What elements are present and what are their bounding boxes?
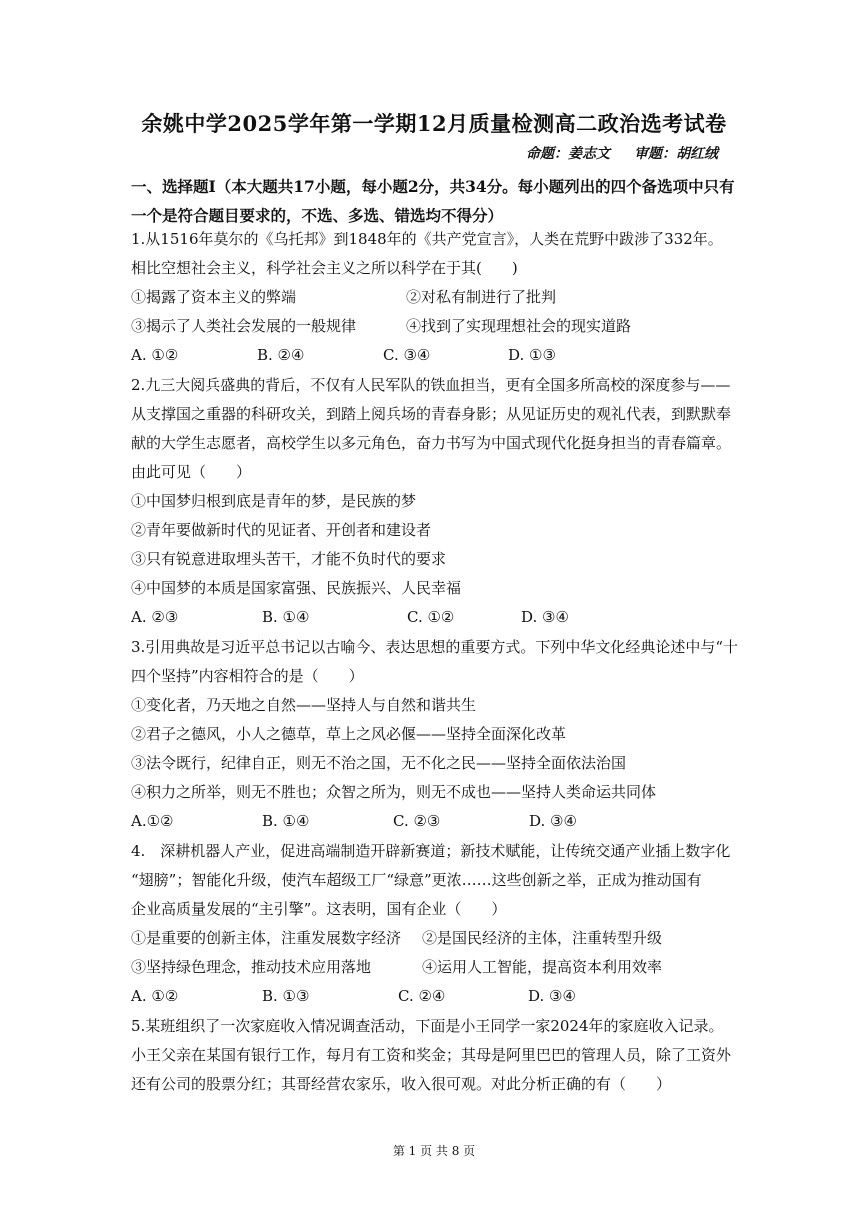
q2-stem-line: 从支撑国之重器的科研攻关，到踏上阅兵场的青春身影；从见证历史的观礼代表，到默默奉 <box>131 405 732 423</box>
section-heading: 一、选择题Ⅰ（本大题共17小题，每小题2分，共34分。每小题列出的四个备选项中只有一个是符合题目要求的，不选、多选、错选均不得分） <box>131 177 735 225</box>
q2-choice-a: A. ②③ <box>131 608 179 626</box>
q5-stem-line: 还有公司的股票分红；其哥经营农家乐，收入很可观。对此分析正确的有（ ） <box>131 1075 672 1093</box>
q4-choice-d: D. ③④ <box>528 987 576 1005</box>
q3-statement-3: ③法令既行，纪律自正，则无不治之国，无不化之民——坚持全面依法治国 <box>131 754 627 772</box>
q4-statement-1: ①是重要的创新主体，注重发展数字经济 <box>131 929 402 947</box>
q1-statement-3: ③揭示了人类社会发展的一般规律 <box>131 317 357 335</box>
q2-statement-2: ②青年要做新时代的见证者、开创者和建设者 <box>131 521 432 539</box>
q4-statement-4: ④运用人工智能，提高资本利用效率 <box>422 958 663 976</box>
page-number-footer: 第 1 页 共 8 页 <box>392 1144 476 1158</box>
q3-choice-b: B. ①④ <box>262 812 310 830</box>
q3-choice-d: D. ③④ <box>529 812 577 830</box>
q4-stem-line: “翅膀”；智能化升级，使汽车超级工厂“绿意”更浓……这些创新之举，正成为推动国有 <box>131 871 702 889</box>
q1-statement-4: ④找到了实现理想社会的现实道路 <box>406 317 632 335</box>
q1-choice-d: D. ①③ <box>508 346 556 364</box>
q2-stem-line: 由此可见（ ） <box>131 463 252 481</box>
q4-choice-b: B. ①③ <box>262 987 310 1005</box>
q4-choice-a: A. ①② <box>131 987 179 1005</box>
q2-choice-d: D. ③④ <box>521 608 569 626</box>
q3-statement-4: ④积力之所举，则无不胜也；众智之所为，则无不成也——坚持人类命运共同体 <box>131 783 657 801</box>
q3-choice-a: A.①② <box>131 812 174 830</box>
q1-stem-line: 1.从1516年莫尔的《乌托邦》到1848年的《共产党宣言》，人类在荒野中跋涉了332年。 <box>131 230 723 248</box>
q4-choice-c: C. ②④ <box>398 987 446 1005</box>
q4-stem-line: 4. 深耕机器人产业，促进高端制造开辟新赛道；新技术赋能，让传统交通产业插上数字化 <box>131 842 731 860</box>
q1-statement-2: ②对私有制进行了批判 <box>406 288 557 306</box>
q2-stem-line: 献的大学生志愿者，高校学生以多元角色，奋力书写为中国式现代化挺身担当的青春篇章。 <box>131 434 732 452</box>
q3-statement-2: ②君子之德风，小人之德草，草上之风必偃——坚持全面深化改革 <box>131 725 567 743</box>
q1-statement-1: ①揭露了资本主义的弊端 <box>131 288 297 306</box>
author-credit: 命题：姜志文 <box>526 146 610 162</box>
exam-title: 余姚中学2025学年第一学期12月质量检测高二政治选考试卷 <box>141 111 727 136</box>
q3-statement-1: ①变化者，乃天地之自然——坚持人与自然和谐共生 <box>131 696 477 714</box>
q3-stem-line: 四个坚持”内容相符合的是（ ） <box>131 667 364 685</box>
q4-stem-line: 企业高质量发展的“主引擎”。这表明，国有企业（ ） <box>131 900 507 918</box>
q1-choice-c: C. ③④ <box>383 346 431 364</box>
q5-stem-line: 5.某班组织了一次家庭收入情况调查活动，下面是小王同学一家2024年的家庭收入记录。 <box>131 1017 724 1035</box>
q2-choice-b: B. ①④ <box>262 608 310 626</box>
reviewer-credit: 审题：胡红绒 <box>634 146 718 162</box>
q2-statement-1: ①中国梦归根到底是青年的梦，是民族的梦 <box>131 492 417 510</box>
q2-statement-4: ④中国梦的本质是国家富强、民族振兴、人民幸福 <box>131 579 462 597</box>
q4-statement-2: ②是国民经济的主体，注重转型升级 <box>422 929 663 947</box>
q1-stem-line: 相比空想社会主义，科学社会主义之所以科学在于其( ) <box>131 259 518 277</box>
q1-choice-a: A. ①② <box>131 346 179 364</box>
q2-stem-line: 2.九三大阅兵盛典的背后，不仅有人民军队的铁血担当，更有全国多所高校的深度参与—— <box>131 376 731 394</box>
q3-stem-line: 3.引用典故是习近平总书记以古喻今、表达思想的重要方式。下列中华文化经典论述中与“十 <box>131 638 738 656</box>
q2-statement-3: ③只有锐意进取埋头苦干，才能不负时代的要求 <box>131 550 447 568</box>
q3-choice-c: C. ②③ <box>393 812 441 830</box>
q4-statement-3: ③坚持绿色理念，推动技术应用落地 <box>131 958 372 976</box>
q1-choice-b: B. ②④ <box>257 346 305 364</box>
exam-credits <box>502 143 718 163</box>
q5-stem-line: 小王父亲在某国有银行工作，每月有工资和奖金；其母是阿里巴巴的管理人员，除了工资外 <box>131 1046 732 1064</box>
q2-choice-c: C. ①② <box>407 608 455 626</box>
